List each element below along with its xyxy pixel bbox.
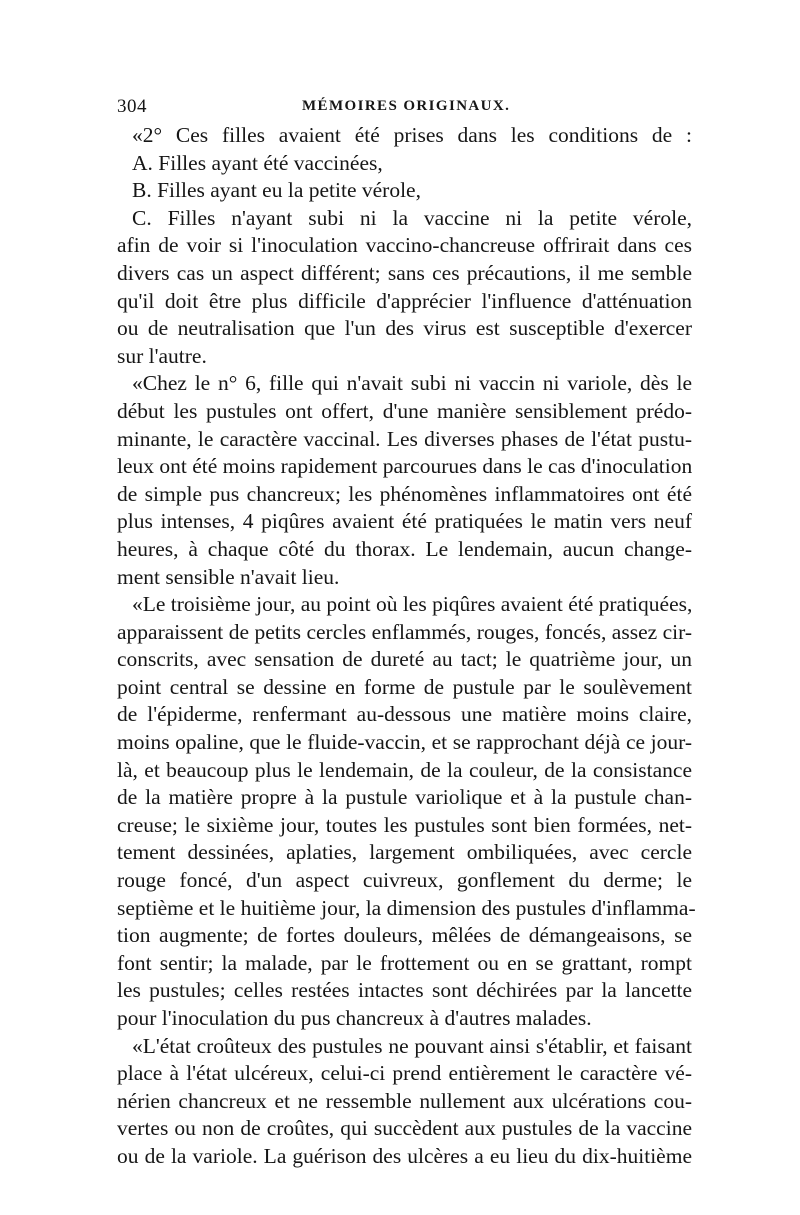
text-line: «Chez le n° 6, fille qui n'avait subi ni vaccin ni variole, dès le — [132, 371, 692, 396]
text-line: rouge foncé, d'un aspect cuivreux, gonflement du derme; le — [117, 868, 692, 893]
text-line: les pustules; celles restées intactes sont déchirées par la lancette — [117, 978, 692, 1003]
text-line: «Le troisième jour, au point où les piqûres avaient été pratiquées, — [132, 592, 693, 617]
text-line: début les pustules ont offert, d'une manière sensiblement prédo- — [117, 398, 692, 423]
text-line: tion augmente; de fortes douleurs, mêlées de démangeaisons, se — [117, 923, 692, 948]
text-line: septième et le huitième jour, la dimension des pustules d'inflamma- — [117, 895, 696, 920]
text-line: minante, le caractère vaccinal. Les diverses phases de l'état pustu- — [117, 426, 692, 451]
text-line: de simple pus chancreux; les phénomènes inflammatoires ont été — [117, 481, 692, 506]
text-line: pour l'inoculation du pus chancreux à d'autres malades. — [117, 1006, 592, 1030]
text-line: conscrits, avec sensation de dureté au tact; le quatrième jour, un — [117, 647, 692, 672]
text-line: «L'état croûteux des pustules ne pouvant ainsi s'établir, et faisant — [132, 1033, 692, 1058]
text-line: B. Filles ayant eu la petite vérole, — [132, 178, 421, 203]
text-line: plus intenses, 4 piqûres avaient été pratiquées le matin vers neuf — [117, 509, 692, 534]
text-line: heures, à chaque côté du thorax. Le lendemain, aucun change- — [117, 536, 692, 561]
text-line: «2° Ces filles avaient été prises dans les conditions de : — [132, 123, 692, 147]
text-line: moins opaline, que le fluide-vaccin, et se rapprochant déjà ce jour- — [117, 730, 692, 755]
running-title: MÉMOIRES ORIGINAUX. — [302, 98, 511, 114]
text-line: creuse; le sixième jour, toutes les pustules sont bien formées, net- — [117, 812, 692, 837]
text-line: leux ont été moins rapidement parcourues dans le cas d'inoculation — [117, 454, 693, 479]
text-line: afin de voir si l'inoculation vaccino-chancreuse offrirait dans ces — [117, 233, 692, 258]
text-line: tement dessinées, aplaties, largement ombiliquées, avec cercle — [117, 840, 692, 865]
text-line: divers cas un aspect différent; sans ces précautions, il me semble — [117, 260, 692, 285]
text-line: vertes ou non de croûtes, qui succèdent aux pustules de la vaccine — [117, 1116, 692, 1141]
text-line: sur l'autre. — [117, 343, 207, 368]
text-line: C. Filles n'ayant subi ni la vaccine ni la petite vérole, — [132, 205, 692, 230]
page-number: 304 — [117, 96, 147, 117]
text-line: de la matière propre à la pustule variolique et à la pustule chan- — [117, 785, 692, 810]
text-line: ou de la variole. La guérison des ulcères a eu lieu du dix-huitième — [117, 1143, 692, 1168]
text-line: apparaissent de petits cercles enflammés, rouges, foncés, assez cir- — [117, 619, 692, 644]
body-text — [117, 122, 696, 1171]
text-line: de l'épiderme, renfermant au-dessous une matière moins claire, — [117, 702, 692, 727]
text-line: A. Filles ayant été vaccinées, — [132, 150, 383, 175]
text-line: point central se dessine en forme de pustule par le soulèvement — [117, 674, 692, 699]
text-line: place à l'état ulcéreux, celui-ci prend entièrement le caractère vé- — [117, 1061, 692, 1086]
text-line: qu'il doit être plus difficile d'apprécier l'influence d'atténuation — [117, 288, 692, 313]
text-line: là, et beaucoup plus le lendemain, de la couleur, de la consistance — [117, 757, 692, 782]
text-line: nérien chancreux et ne ressemble nullement aux ulcérations cou- — [117, 1088, 692, 1113]
running-head — [117, 96, 692, 120]
text-line: ment sensible n'avait lieu. — [117, 564, 340, 589]
text-line: ou de neutralisation que l'un des virus est susceptible d'exercer — [117, 316, 692, 341]
text-line: font sentir; la malade, par le frottement ou en se grattant, rompt — [117, 950, 692, 975]
